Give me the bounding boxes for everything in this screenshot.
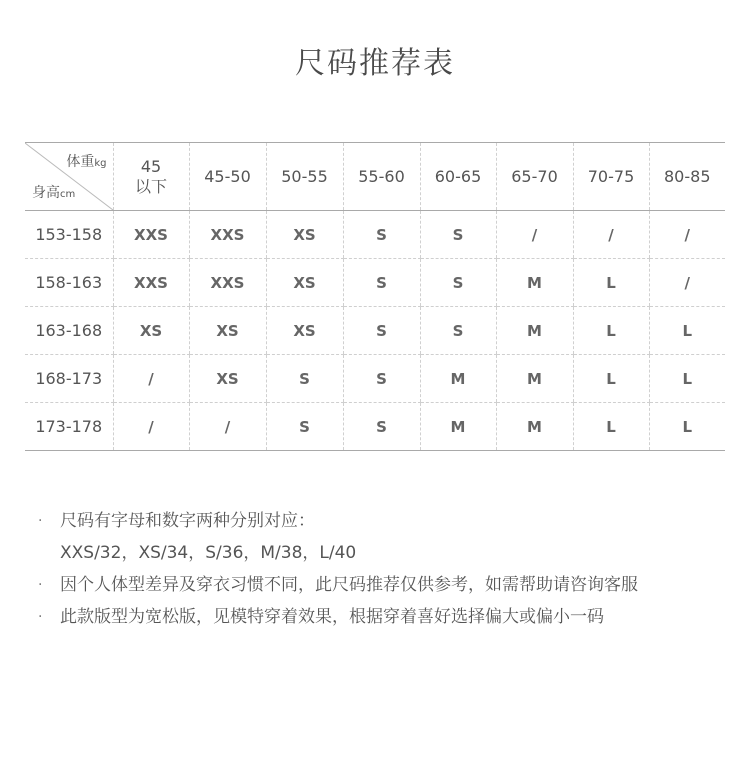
size-cell: S xyxy=(343,259,420,307)
note-text: 此款版型为宽松版，见模特穿着效果，根据穿着喜好选择偏大或偏小一码 xyxy=(60,607,604,627)
bullet-icon: · xyxy=(38,513,43,529)
note-item-continuation xyxy=(38,537,728,569)
size-cell: / xyxy=(649,259,725,307)
table-row xyxy=(25,211,725,259)
height-unit: cm xyxy=(60,189,76,200)
size-cell: S xyxy=(343,403,420,451)
size-cell: S xyxy=(420,211,496,259)
table-row xyxy=(25,355,725,403)
size-cell: XXS xyxy=(189,211,266,259)
height-row-header: 163-168 xyxy=(25,307,113,355)
height-header xyxy=(32,182,75,202)
size-cell: L xyxy=(573,403,649,451)
size-cell: XXS xyxy=(189,259,266,307)
weight-col-header: 60-65 xyxy=(420,143,496,211)
size-cell: L xyxy=(649,355,725,403)
size-cell: XS xyxy=(266,259,343,307)
weight-col-header: 80-85 xyxy=(649,143,725,211)
size-cell: L xyxy=(649,403,725,451)
size-cell: L xyxy=(649,307,725,355)
size-cell: S xyxy=(343,307,420,355)
size-cell: XS xyxy=(189,355,266,403)
weight-col-header: 70-75 xyxy=(573,143,649,211)
notes-list xyxy=(38,505,728,633)
weight-col-header xyxy=(113,143,189,211)
size-cell: / xyxy=(496,211,573,259)
table-row xyxy=(25,403,725,451)
note-text: XXS/32，XS/34，S/36，M/38，L/40 xyxy=(60,543,357,563)
size-cell: XS xyxy=(266,307,343,355)
size-cell: / xyxy=(573,211,649,259)
size-cell: M xyxy=(496,355,573,403)
header-row xyxy=(25,143,725,211)
weight-col-header: 45-50 xyxy=(189,143,266,211)
size-cell: XS xyxy=(189,307,266,355)
size-cell: S xyxy=(343,211,420,259)
size-cell: M xyxy=(496,259,573,307)
bullet-icon: · xyxy=(38,577,43,593)
size-cell: XXS xyxy=(113,211,189,259)
height-row-header: 158-163 xyxy=(25,259,113,307)
table-row xyxy=(25,307,725,355)
size-cell: XS xyxy=(266,211,343,259)
size-cell: M xyxy=(420,355,496,403)
corner-cell xyxy=(25,143,113,211)
size-cell: L xyxy=(573,307,649,355)
height-row-header: 173-178 xyxy=(25,403,113,451)
weight-header xyxy=(66,151,106,171)
weight-col-header: 50-55 xyxy=(266,143,343,211)
weight-col-header: 65-70 xyxy=(496,143,573,211)
weight-unit: kg xyxy=(94,158,107,169)
size-cell: M xyxy=(420,403,496,451)
height-row-header: 168-173 xyxy=(25,355,113,403)
weight-label: 体重 xyxy=(66,154,95,170)
note-text: 尺码有字母和数字两种分别对应： xyxy=(60,511,315,531)
weight-col-header-line1: 45 xyxy=(140,156,162,176)
weight-col-header-line2: 以下 xyxy=(134,176,167,196)
weight-col-header: 55-60 xyxy=(343,143,420,211)
size-cell: / xyxy=(113,355,189,403)
bullet-icon: · xyxy=(38,609,43,625)
size-chart-table xyxy=(25,142,725,451)
size-cell: / xyxy=(649,211,725,259)
size-cell: XXS xyxy=(113,259,189,307)
size-cell: L xyxy=(573,355,649,403)
size-cell: S xyxy=(266,403,343,451)
size-cell: XS xyxy=(113,307,189,355)
height-label: 身高 xyxy=(32,185,60,201)
page-title: 尺码推荐表 xyxy=(295,46,455,81)
note-item xyxy=(38,505,728,537)
note-text: 因个人体型差异及穿衣习惯不同，此尺码推荐仅供参考，如需帮助请咨询客服 xyxy=(60,575,638,595)
size-cell: S xyxy=(420,259,496,307)
size-cell: M xyxy=(496,307,573,355)
size-cell: / xyxy=(113,403,189,451)
table-row xyxy=(25,259,725,307)
size-cell: S xyxy=(420,307,496,355)
note-item xyxy=(38,601,728,633)
note-item xyxy=(38,569,728,601)
height-row-header: 153-158 xyxy=(25,211,113,259)
size-cell: / xyxy=(189,403,266,451)
size-cell: S xyxy=(343,355,420,403)
size-cell: S xyxy=(266,355,343,403)
size-cell: L xyxy=(573,259,649,307)
size-cell: M xyxy=(496,403,573,451)
